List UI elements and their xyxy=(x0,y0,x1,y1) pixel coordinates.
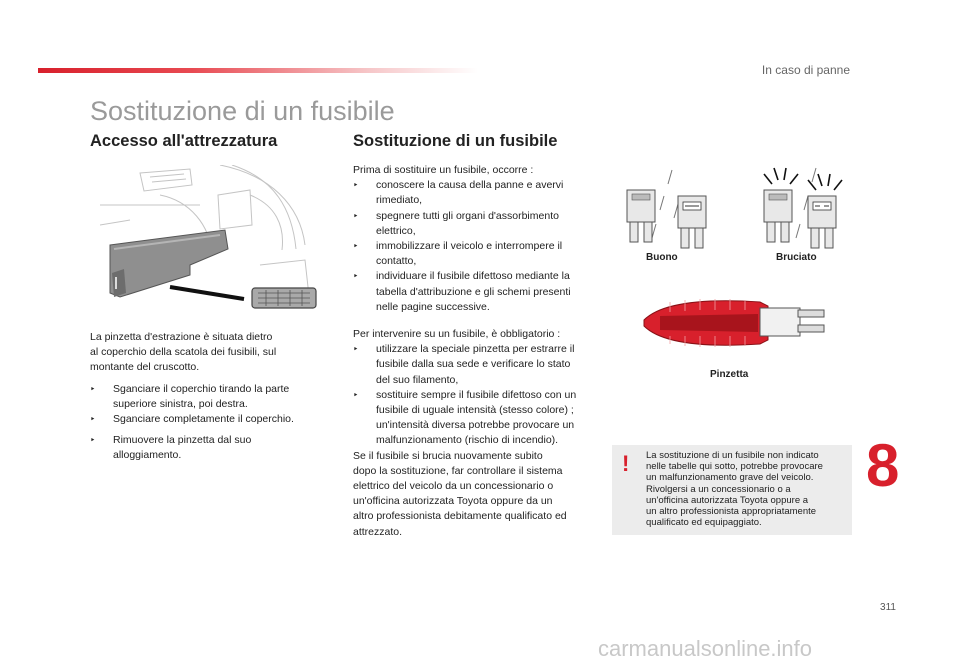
list-item-line: immobilizzare il veicolo e interrompere il xyxy=(376,240,563,253)
list-item-line: elettrico, xyxy=(376,224,416,237)
list-item-line: Sganciare completamente il coperchio. xyxy=(113,413,294,426)
bullet-icon: ‣ xyxy=(353,241,359,252)
watermark: carmanualsonline.info xyxy=(598,636,813,661)
list-item-line: tabella d'attribuzione e gli schemi presenti xyxy=(376,285,571,298)
warning-line: un malfunzionamento grave del veicolo. xyxy=(646,472,814,484)
section-label: In caso di panne xyxy=(761,63,850,77)
tweezer-illustration xyxy=(640,292,830,354)
list-item-line: malfunzionamento (rischio di incendio). xyxy=(376,434,559,447)
left-heading: Accesso all'attrezzatura xyxy=(90,132,278,150)
warning-text xyxy=(646,450,846,528)
fuse-good-icon xyxy=(627,190,706,248)
list-item xyxy=(353,178,603,208)
bullet-icon: ‣ xyxy=(90,384,96,394)
warning-line: un'officina autorizzata Toyota oppure a xyxy=(646,494,809,506)
left-intro-line: al coperchio della scatola dei fusibili, sul xyxy=(90,346,277,359)
list-item xyxy=(353,209,603,239)
closing-line: attrezzato. xyxy=(353,525,403,538)
list-item xyxy=(90,433,330,463)
bullet-icon: ‣ xyxy=(353,389,359,400)
header-accent-bar xyxy=(38,68,478,73)
bullet-icon: ‣ xyxy=(90,414,96,425)
before-intro: Prima di sostituire un fusibile, occorre : xyxy=(353,164,534,176)
list-item-line: un'intensità diversa potrebbe provocare un xyxy=(376,419,575,432)
list-item-line: individuare il fusibile difettoso mediante la xyxy=(376,270,570,283)
right-heading: Sostituzione di un fusibile xyxy=(353,132,558,150)
warning-line: qualificato ed equipaggiato. xyxy=(646,517,762,529)
warning-line: Rivolgersi a un concessionario o a xyxy=(646,483,791,495)
tweezer-caption: Pinzetta xyxy=(710,369,749,380)
during-section xyxy=(353,327,603,540)
bullet-icon: ‣ xyxy=(353,344,359,355)
list-item xyxy=(353,342,603,388)
before-section xyxy=(353,163,603,315)
good-fuse-caption: Buono xyxy=(646,252,678,263)
dashboard-illustration xyxy=(100,165,328,312)
left-steps-a xyxy=(90,382,330,428)
left-steps-b xyxy=(90,433,330,463)
list-item-line: del suo filamento, xyxy=(376,373,459,386)
list-item-line: utilizzare la speciale pinzetta per estrarre il xyxy=(376,343,575,356)
list-item-line: superiore sinistra, poi destra. xyxy=(113,398,248,411)
warning-icon: ! xyxy=(622,451,630,476)
list-item-line: nelle pagine successive. xyxy=(376,300,490,313)
bullet-icon: ‣ xyxy=(90,435,96,445)
list-item-line: spegnere tutti gli organi d'assorbimento xyxy=(376,209,559,222)
closing-line: elettrico del veicolo da un concessionario o xyxy=(353,480,554,493)
list-item-line: alloggiamento. xyxy=(113,449,182,462)
warning-line: La sostituzione di un fusibile non indicato xyxy=(646,450,819,461)
list-item-line: fusibile dalla sua sede e verificare lo stato xyxy=(376,358,571,371)
warning-line: un altro professionista appropriatamente xyxy=(646,506,817,518)
bullet-icon: ‣ xyxy=(353,210,359,221)
burnt-fuse-caption: Bruciato xyxy=(776,252,817,263)
page-number: 311 xyxy=(880,602,896,613)
list-item-line: rimediato, xyxy=(376,194,423,207)
left-intro xyxy=(90,330,330,376)
list-item xyxy=(353,239,603,269)
list-item-line: Rimuovere la pinzetta dal suo xyxy=(113,434,252,446)
closing-line: dopo la sostituzione, far controllare il sistema xyxy=(353,464,563,477)
closing-line: altro professionista debitamente qualificato ed xyxy=(353,510,567,523)
warning-box xyxy=(612,445,852,535)
bullet-icon: ‣ xyxy=(353,180,359,191)
closing-line: un'officina autorizzata Toyota oppure da un xyxy=(353,495,553,508)
list-item-line: contatto, xyxy=(376,255,417,268)
chapter-number: 8 xyxy=(866,432,900,499)
bullet-icon: ‣ xyxy=(353,271,359,282)
during-intro: Per intervenire su un fusibile, è obbligatorio : xyxy=(353,328,561,340)
left-intro-line: montante del cruscotto. xyxy=(90,361,200,374)
fuse-burnt-icon xyxy=(764,168,842,248)
warning-line: nelle tabelle qui sotto, potrebbe provocare xyxy=(646,461,823,473)
page-title: Sostituzione di un fusibile xyxy=(90,96,395,126)
list-item xyxy=(353,388,603,449)
list-item xyxy=(353,269,603,315)
list-item-line: fusibile di uguale intensità (stesso colore) ; xyxy=(376,404,574,417)
list-item xyxy=(90,382,330,412)
list-item-line: Sganciare il coperchio tirando la parte xyxy=(113,383,290,395)
left-intro-line: La pinzetta d'estrazione è situata dietro xyxy=(90,331,273,343)
list-item-line: conoscere la causa della panne e avervi xyxy=(376,179,564,192)
list-item-line: sostituire sempre il fusibile difettoso con un xyxy=(376,388,577,401)
list-item xyxy=(90,412,330,427)
closing-line: Se il fusibile si brucia nuovamente subito xyxy=(353,449,543,462)
